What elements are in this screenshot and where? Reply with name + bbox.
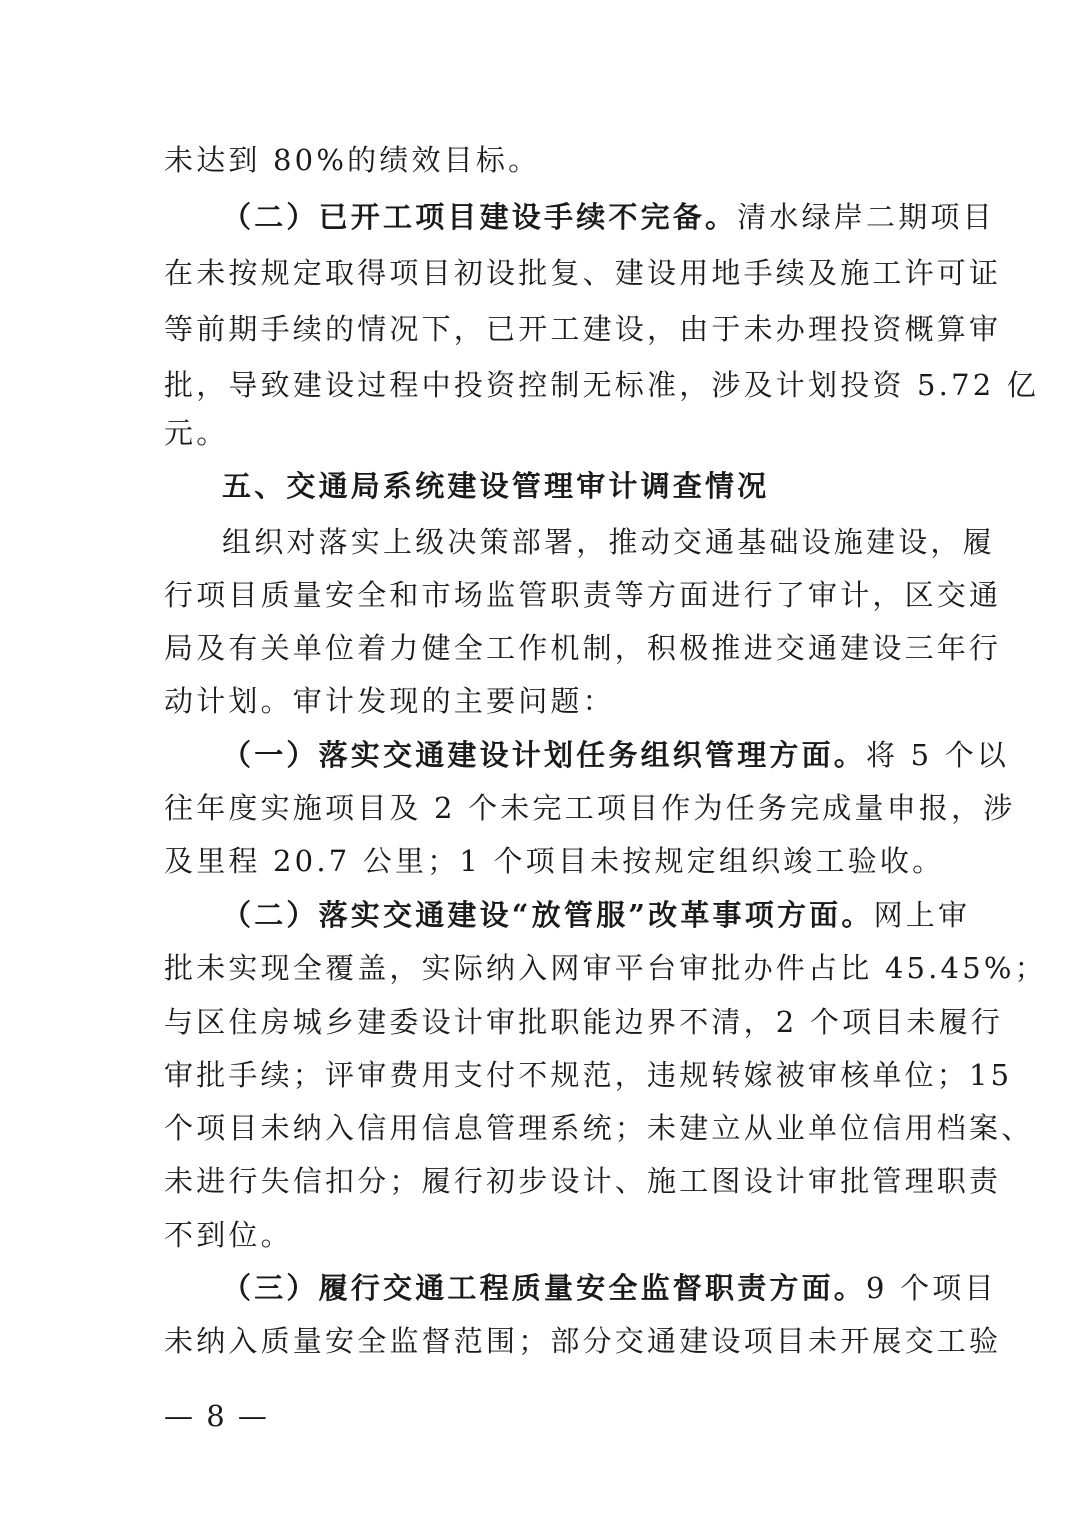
paragraph-line: （二）已开工项目建设手续不完备。清水绿岸二期项目	[222, 200, 995, 234]
paragraph-line: 不到位。	[164, 1218, 293, 1252]
page-number: — 8 —	[164, 1399, 269, 1433]
paragraph-line: （一）落实交通建设计划任务组织管理方面。将 5 个以	[222, 738, 1010, 772]
paragraph-line: 动计划。审计发现的主要问题：	[164, 684, 615, 718]
paragraph-line: 未纳入质量安全监督范围；部分交通建设项目未开展交工验	[164, 1324, 1002, 1358]
paragraph-line: 个项目未纳入信用信息管理系统；未建立从业单位信用档案、	[164, 1111, 1034, 1145]
paragraph-line: 审批手续；评审费用支付不规范，违规转嫁被审核单位；15	[164, 1058, 1013, 1092]
paragraph-line: 往年度实施项目及 2 个未完工项目作为任务完成量申报，涉	[164, 791, 1016, 825]
paragraph-line: 元。	[164, 416, 229, 450]
subheading: （二）已开工项目建设手续不完备。	[222, 200, 738, 234]
paragraph-line: （三）履行交通工程质量安全监督职责方面。9 个项目	[222, 1271, 997, 1305]
paragraph-line: （二）落实交通建设“放管服”改革事项方面。网上审	[222, 898, 971, 932]
paragraph-line: 与区住房城乡建委设计审批职能边界不清，2 个项目未履行	[164, 1005, 1004, 1039]
paragraph-line: 未达到 80%的绩效目标。	[164, 143, 541, 177]
paragraph-line: 行项目质量安全和市场监管职责等方面进行了审计，区交通	[164, 578, 1002, 612]
paragraph-line: 局及有关单位着力健全工作机制，积极推进交通建设三年行	[164, 631, 1002, 665]
paragraph-line: 等前期手续的情况下，已开工建设，由于未办理投资概算审	[164, 312, 1002, 346]
paragraph-line: 未进行失信扣分；履行初步设计、施工图设计审批管理职责	[164, 1164, 1002, 1198]
paragraph-line: 批，导致建设过程中投资控制无标准，涉及计划投资 5.72 亿	[164, 368, 1040, 402]
paragraph-line: 在未按规定取得项目初设批复、建设用地手续及施工许可证	[164, 256, 1002, 290]
subheading: （一）落实交通建设计划任务组织管理方面。	[222, 738, 867, 772]
section-heading: 五、交通局系统建设管理审计调查情况	[222, 469, 770, 503]
paragraph-line: 批未实现全覆盖，实际纳入网审平台审批办件占比 45.45%；	[164, 951, 1047, 985]
subheading: （二）落实交通建设“放管服”改革事项方面。	[222, 898, 874, 932]
paragraph-line: 组织对落实上级决策部署，推动交通基础设施建设，履	[222, 525, 995, 559]
subheading: （三）履行交通工程质量安全监督职责方面。	[222, 1271, 867, 1305]
paragraph-line: 及里程 20.7 公里；1 个项目未按规定组织竣工验收。	[164, 844, 945, 878]
